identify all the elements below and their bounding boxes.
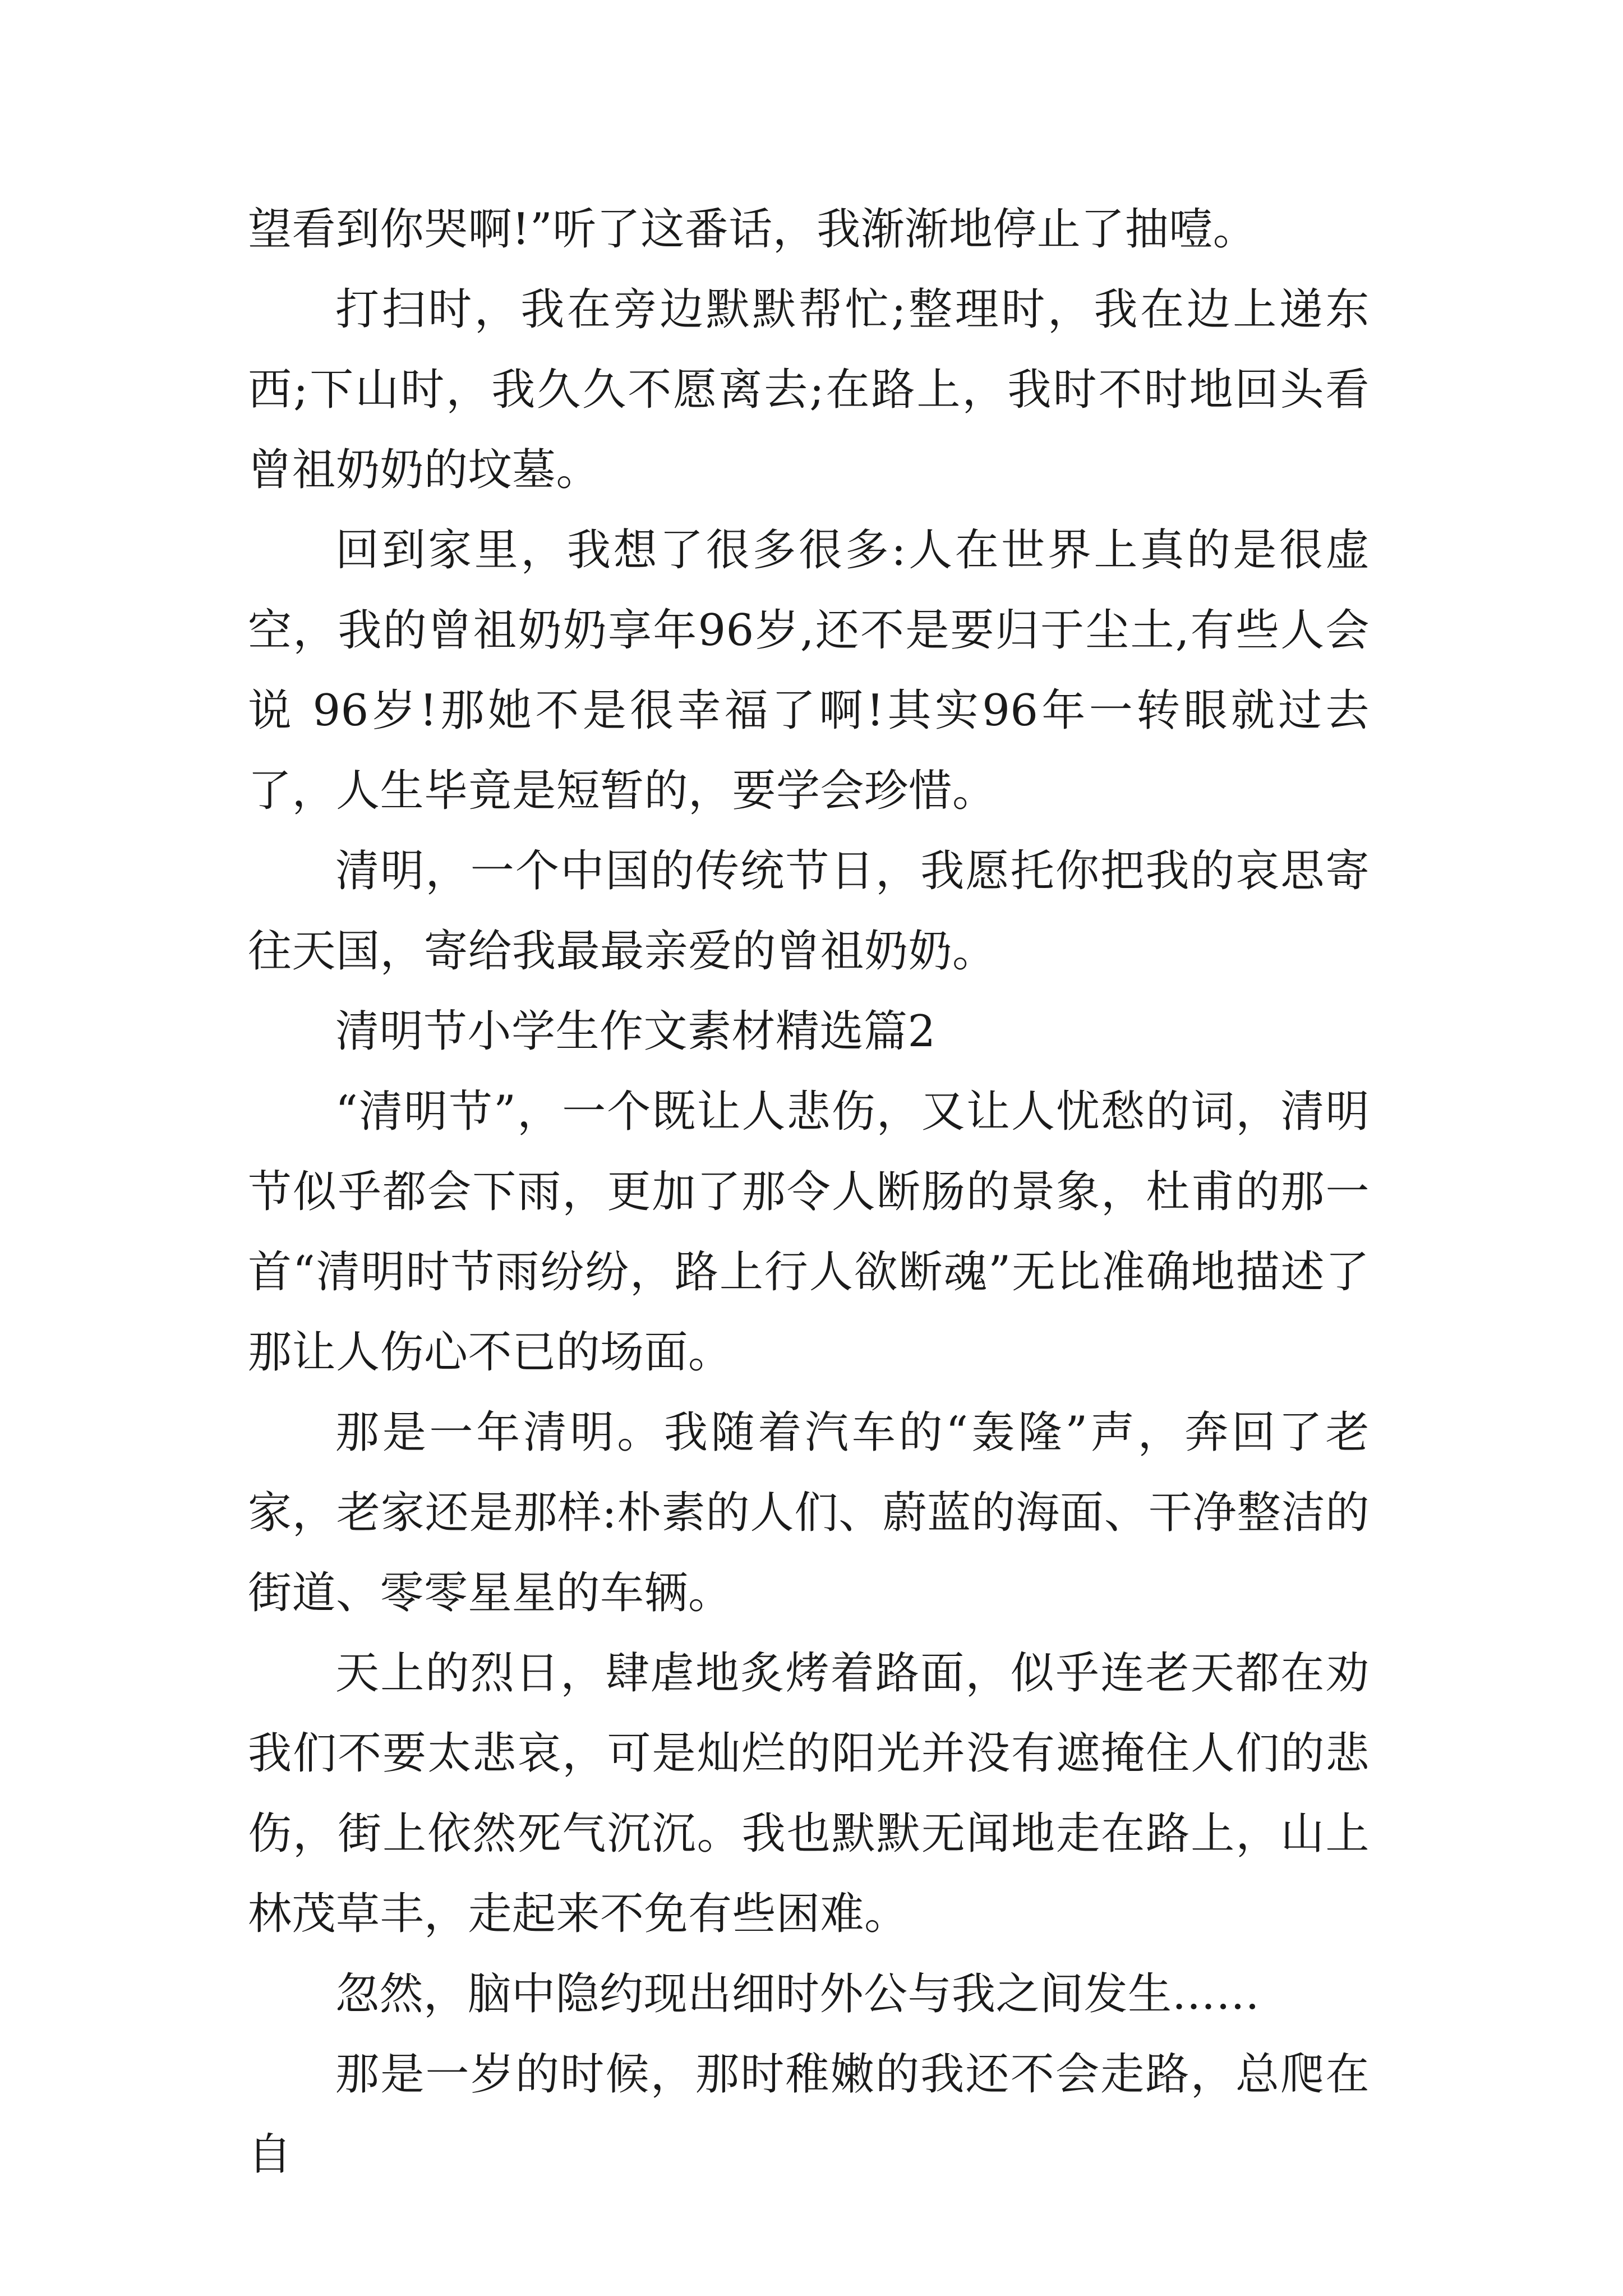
- paragraph-memory: 忽然，脑中隐约现出细时外公与我之间发生……: [335, 1969, 1260, 2019]
- section-heading: 清明节小学生作文素材精选篇2: [335, 1006, 936, 1057]
- paragraph-hometown: 那是一年清明。我随着汽车的“轰隆”声，奔回了老家，老家还是那样:朴素的人们、蔚蓝的海面、干净整洁的街道、零零星星的车辆。: [248, 1407, 1370, 1618]
- paragraph-sun: 天上的烈日，肆虐地炙烤着路面，似乎连老天都在劝我们不要太悲哀，可是灿烂的阳光并没有遮掩住人们的悲伤，街上依然死气沉沉。我也默默无闻地走在路上，山上林茂草丰，走起来不免有些困难。: [248, 1648, 1370, 1939]
- paragraph-qingming-wish: 清明，一个中国的传统节日，我愿托你把我的哀思寄往天国，寄给我最最亲爱的曾祖奶奶。: [248, 846, 1370, 977]
- paragraph-childhood: 那是一岁的时候，那时稚嫩的我还不会走路，总爬在自: [248, 2049, 1370, 2180]
- paragraph-poem: “清明节”，一个既让人悲伤，又让人忧愁的词，清明节似乎都会下雨，更加了那令人断肠的景象，杜甫的那一首“清明时节雨纷纷，路上行人欲断魂”无比准确地描述了那让人伤心不已的场面。: [248, 1087, 1370, 1378]
- document-body: [248, 190, 1370, 2195]
- paragraph-sweeping: 打扫时，我在旁边默默帮忙;整理时，我在边上递东西;下山时，我久久不愿离去;在路上，我时不时地回头看曾祖奶奶的坟墓。: [248, 284, 1370, 495]
- paragraph-reflection: 回到家里，我想了很多很多:人在世界上真的是很虚空，我的曾祖奶奶享年96岁,还不是要归于尘土,有些人会说 96岁!那她不是很幸福了啊!其实96年一转眼就过去了，人生毕竟是短暂的，要学会珍惜。: [248, 525, 1370, 816]
- paragraph-continued: 望看到你哭啊!”听了这番话，我渐渐地停止了抽噎。: [248, 204, 1257, 255]
